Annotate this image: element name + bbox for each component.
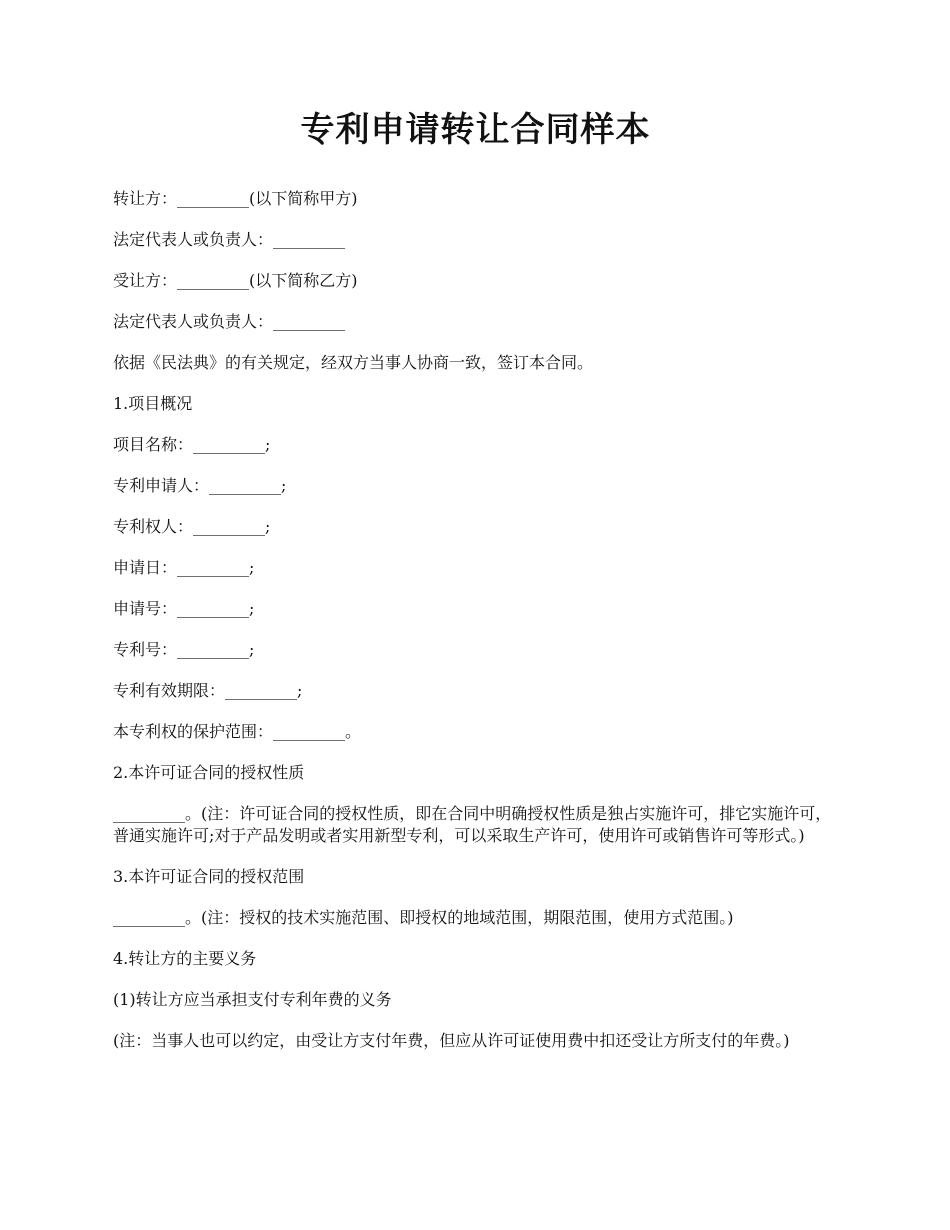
field-patent-number: 专利号：_________; [113,640,255,659]
paragraph-transferee: 受让方：_________(以下简称乙方) [113,271,358,290]
field-validity-period: 专利有效期限：_________; [113,681,303,700]
paragraph-license-scope-note: _________。(注：授权的技术实施范围、即授权的地域范围，期限范围，使用方式范围。) [113,908,734,927]
field-protection-scope: 本专利权的保护范围：_________。 [113,722,362,741]
paragraph-annual-fee-obligation: (1)转让方应当承担支付专利年费的义务 [113,990,392,1009]
field-project-name: 项目名称：_________; [113,435,271,454]
paragraph-transferor: 转让方：_________(以下简称甲方) [113,189,358,208]
field-patent-applicant: 专利申请人：_________; [113,476,287,495]
section-heading-license-scope: 3.本许可证合同的授权范围 [113,867,305,886]
field-application-date: 申请日：_________; [113,558,255,577]
paragraph-transferee-representative: 法定代表人或负责人：_________ [113,312,346,331]
section-heading-license-nature: 2.本许可证合同的授权性质 [113,763,305,782]
paragraph-annual-fee-note: (注：当事人也可以约定，由受让方支付年费，但应从许可证使用费中扣还受让方所支付的年费。) [113,1031,790,1050]
paragraph-license-nature-note: _________。(注：许可证合同的授权性质，即在合同中明确授权性质是独占实施许可，排它实施许可，普通实施许可;对于产品发明或者实用新型专利，可以采取生产许可，使用许可或销售许可等形式。) [113,804,832,845]
section-heading-transferor-obligations: 4.转让方的主要义务 [113,949,257,968]
paragraph-transferor-representative: 法定代表人或负责人：_________ [113,230,346,249]
document-title: 专利申请转让合同样本 [300,110,651,150]
field-application-number: 申请号：_________; [113,599,255,618]
field-patentee: 专利权人：_________; [113,517,271,536]
paragraph-legal-basis: 依据《民法典》的有关规定，经双方当事人协商一致，签订本合同。 [113,353,594,372]
section-heading-project-overview: 1.项目概况 [113,394,193,413]
